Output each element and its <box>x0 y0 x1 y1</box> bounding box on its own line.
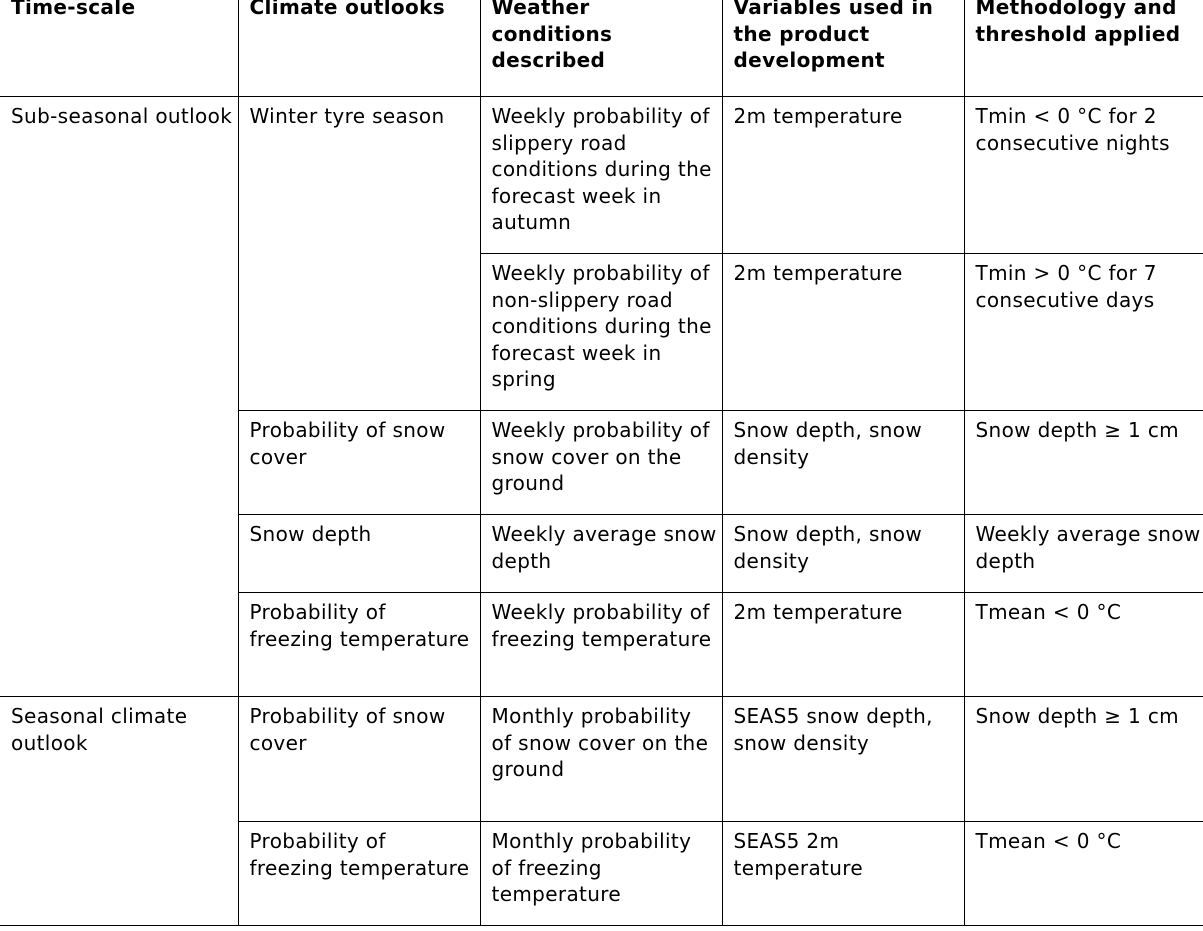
conditions-cell: Monthly probability of freezing temperature <box>480 822 722 926</box>
outlook-cell: Winter tyre season <box>238 97 480 411</box>
table-header <box>0 0 1203 97</box>
methodology-cell: Tmean < 0 °C <box>964 822 1203 926</box>
variables-cell: 2m temperature <box>722 593 964 697</box>
header-variables: Variables used in the product development <box>722 0 964 97</box>
outlook-cell: Probability of snow cover <box>238 411 480 515</box>
methodology-cell: Tmin < 0 °C for 2 consecutive nights <box>964 97 1203 254</box>
header-methodology: Methodology and threshold applied <box>964 0 1203 97</box>
conditions-cell: Weekly probability of non-slippery road conditions during the forecast week in spring <box>480 254 722 411</box>
header-weather-conditions: Weather conditions described <box>480 0 722 97</box>
variables-cell: SEAS5 snow depth, snow density <box>722 697 964 822</box>
outlook-cell: Probability of freezing temperature <box>238 822 480 926</box>
methodology-cell: Tmean < 0 °C <box>964 593 1203 697</box>
table-body <box>0 97 1203 926</box>
conditions-cell: Weekly probability of freezing temperature <box>480 593 722 697</box>
outlook-cell: Probability of freezing temperature <box>238 593 480 697</box>
methodology-cell: Weekly average snow depth <box>964 515 1203 593</box>
methodology-cell: Snow depth ≥ 1 cm <box>964 411 1203 515</box>
conditions-cell: Monthly probability of snow cover on the ground <box>480 697 722 822</box>
header-time-scale: Time-scale <box>0 0 238 97</box>
methodology-cell: Snow depth ≥ 1 cm <box>964 697 1203 822</box>
header-row <box>0 0 1203 97</box>
time-scale-cell: Sub-seasonal outlook <box>0 97 238 697</box>
methodology-cell: Tmin > 0 °C for 7 consecutive days <box>964 254 1203 411</box>
outlook-cell: Probability of snow cover <box>238 697 480 822</box>
outlook-cell: Snow depth <box>238 515 480 593</box>
variables-cell: 2m temperature <box>722 254 964 411</box>
variables-cell: 2m temperature <box>722 97 964 254</box>
table-row <box>0 697 1203 822</box>
variables-cell: Snow depth, snow density <box>722 411 964 515</box>
table-row <box>0 97 1203 254</box>
time-scale-cell: Seasonal climate outlook <box>0 697 238 926</box>
header-climate-outlooks: Climate outlooks <box>238 0 480 97</box>
conditions-cell: Weekly probability of slippery road conditions during the forecast week in autumn <box>480 97 722 254</box>
variables-cell: Snow depth, snow density <box>722 515 964 593</box>
conditions-cell: Weekly average snow depth <box>480 515 722 593</box>
variables-cell: SEAS5 2m temperature <box>722 822 964 926</box>
conditions-cell: Weekly probability of snow cover on the ground <box>480 411 722 515</box>
